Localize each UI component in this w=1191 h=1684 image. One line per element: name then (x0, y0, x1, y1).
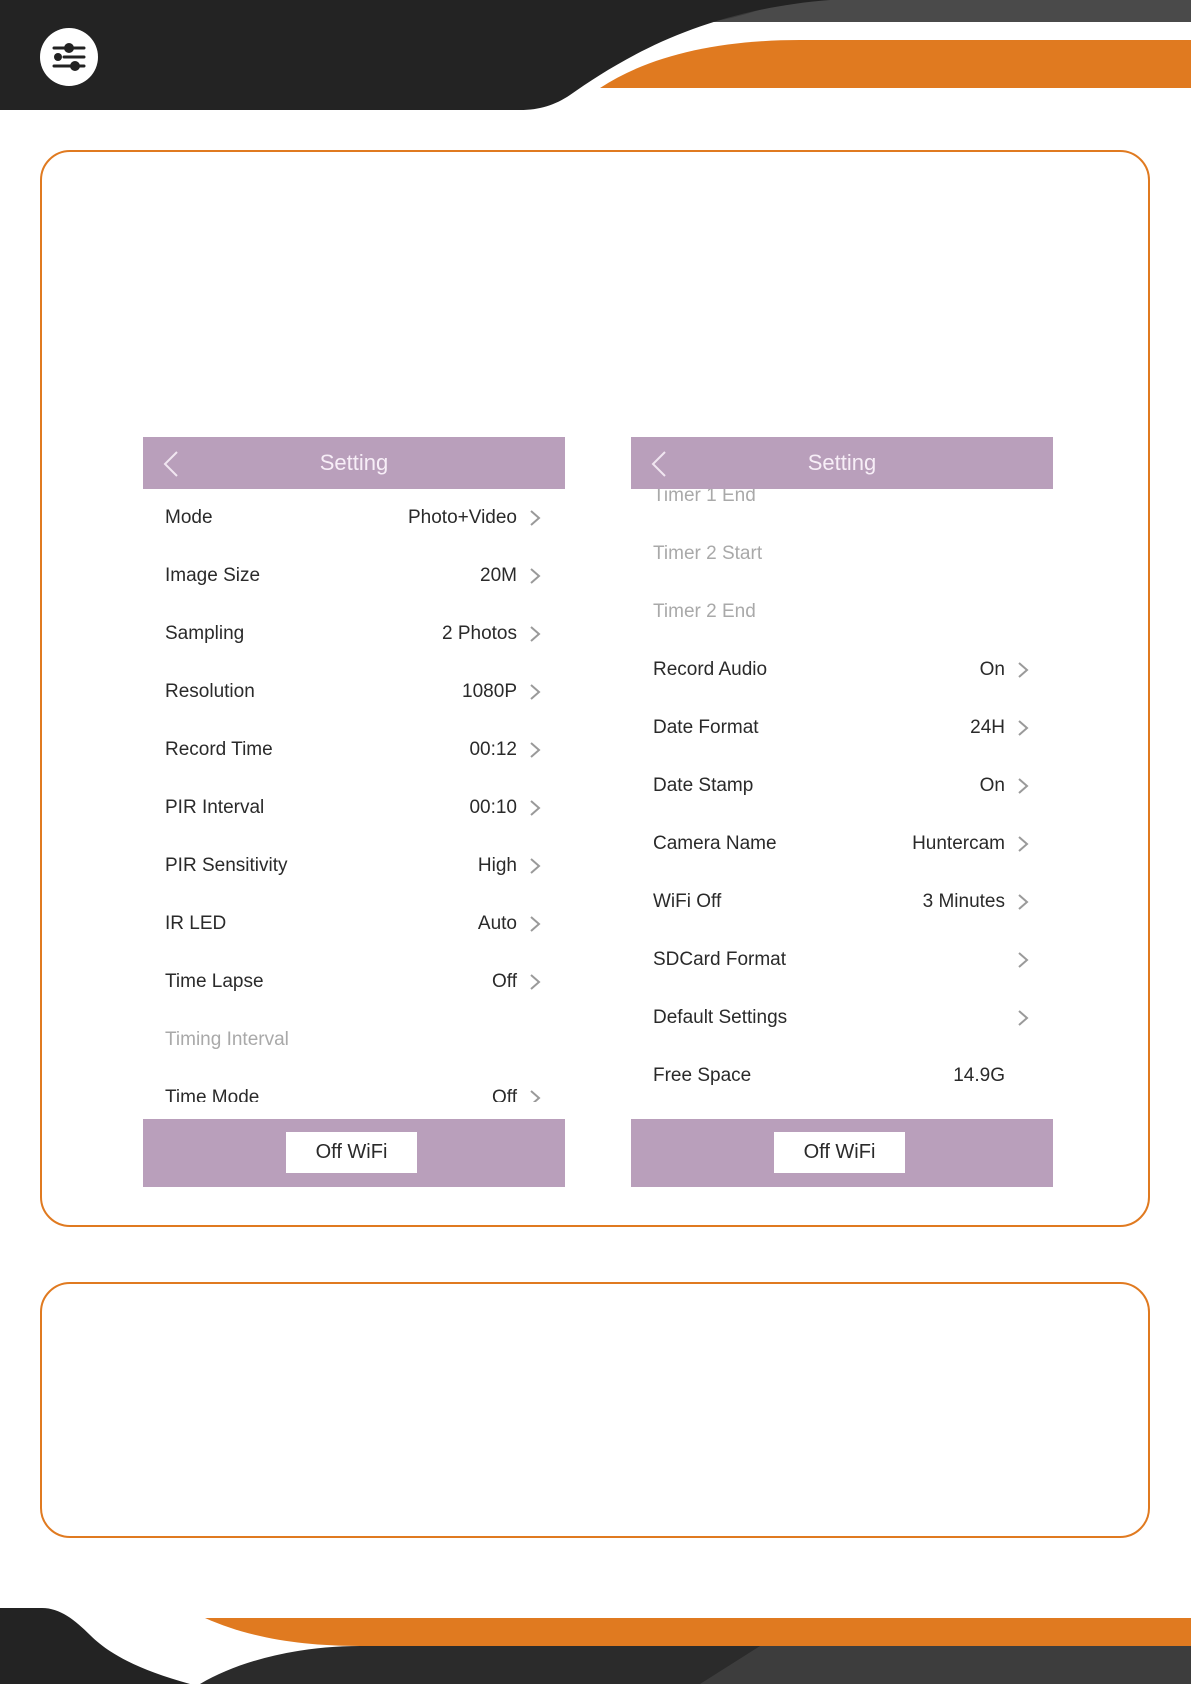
setting-row-resolution[interactable] (143, 663, 565, 721)
off-wifi-button[interactable]: Off WiFi (774, 1132, 905, 1173)
setting-value: 3 Minutes (922, 891, 1005, 912)
app-bar (143, 437, 565, 489)
setting-value: Photo+Video (408, 507, 517, 528)
setting-label: Timing Interval (165, 1029, 289, 1050)
setting-row-ir-led[interactable] (143, 895, 565, 953)
chevron-right-icon (1017, 893, 1029, 911)
setting-value: On (979, 659, 1005, 680)
setting-label: Sampling (165, 623, 245, 644)
chevron-right-icon (529, 741, 541, 759)
screen-title: Setting (807, 450, 877, 475)
setting-row-timing-interval (143, 1011, 565, 1069)
setting-row-mode[interactable] (143, 489, 565, 547)
setting-row-wifi-off[interactable] (631, 873, 1053, 931)
setting-label: Date Stamp (653, 775, 754, 796)
setting-row-pir-interval[interactable] (143, 779, 565, 837)
setting-row-image-size[interactable] (143, 547, 565, 605)
setting-value: Auto (477, 913, 517, 934)
setting-row-record-audio[interactable] (631, 641, 1053, 699)
setting-row-default-settings[interactable] (631, 989, 1053, 1047)
setting-row-sampling[interactable] (143, 605, 565, 663)
off-wifi-button[interactable]: Off WiFi (286, 1132, 417, 1173)
setting-label: Mode (165, 507, 213, 528)
settings-screen-left (143, 437, 565, 1187)
setting-row-free-space (631, 1047, 1053, 1102)
setting-value: 00:12 (469, 739, 517, 760)
setting-label: Image Size (165, 565, 261, 586)
setting-label: Date Format (653, 717, 759, 738)
setting-row-time-mode[interactable] (143, 1069, 565, 1102)
chevron-right-icon (1017, 661, 1029, 679)
chevron-right-icon (529, 567, 541, 585)
setting-value: 20M (480, 565, 517, 586)
setting-label: Record Audio (653, 659, 768, 680)
bottom-bar (143, 1119, 565, 1187)
chevron-right-icon (529, 973, 541, 991)
setting-label: IR LED (165, 913, 227, 934)
setting-label: Default Settings (653, 1007, 788, 1028)
setting-label: Timer 2 End (653, 601, 756, 622)
setting-label: Timer 1 End (653, 489, 756, 506)
setting-value: Off (492, 971, 517, 992)
setting-label: Resolution (165, 681, 255, 702)
setting-label: PIR Sensitivity (165, 855, 288, 876)
header-banner (0, 0, 1191, 120)
setting-row-timer-2-start (631, 525, 1053, 583)
settings-screen-right (631, 437, 1053, 1187)
setting-value: 14.9G (953, 1065, 1005, 1086)
settings-list (631, 489, 1053, 1102)
chevron-right-icon (529, 915, 541, 933)
chevron-right-icon (1017, 719, 1029, 737)
setting-row-record-time[interactable] (143, 721, 565, 779)
setting-row-timer-1-end (631, 489, 1053, 525)
setting-label: SDCard Format (653, 949, 787, 970)
notes-frame (40, 1282, 1150, 1538)
settings-list (143, 489, 565, 1102)
setting-label: PIR Interval (165, 797, 265, 818)
chevron-right-icon (529, 509, 541, 527)
chevron-right-icon (1017, 1009, 1029, 1027)
setting-label: Camera Name (653, 833, 777, 854)
back-arrow-icon[interactable] (645, 449, 675, 479)
setting-label: Free Space (653, 1065, 752, 1086)
chevron-right-icon (1017, 951, 1029, 969)
setting-row-time-lapse[interactable] (143, 953, 565, 1011)
setting-value: 00:10 (469, 797, 517, 818)
chevron-right-icon (529, 1089, 541, 1102)
setting-label: Time Lapse (165, 971, 264, 992)
setting-label: Timer 2 Start (653, 543, 763, 564)
setting-label: Record Time (165, 739, 273, 760)
chevron-right-icon (529, 799, 541, 817)
chevron-right-icon (529, 625, 541, 643)
chevron-right-icon (529, 857, 541, 875)
setting-row-date-format[interactable] (631, 699, 1053, 757)
setting-label: WiFi Off (653, 891, 722, 912)
chevron-right-icon (529, 683, 541, 701)
screen-title: Setting (319, 450, 389, 475)
setting-value: Off (492, 1087, 517, 1102)
setting-row-sdcard-format[interactable] (631, 931, 1053, 989)
setting-label: Time Mode (165, 1087, 260, 1102)
setting-row-camera-name[interactable] (631, 815, 1053, 873)
setting-value: Huntercam (912, 833, 1005, 854)
setting-value: 24H (970, 717, 1005, 738)
setting-value: 2 Photos (442, 623, 517, 644)
chevron-right-icon (1017, 835, 1029, 853)
chevron-right-icon (1017, 777, 1029, 795)
setting-row-timer-2-end (631, 583, 1053, 641)
bottom-bar (631, 1119, 1053, 1187)
settings-sliders-icon (40, 28, 98, 86)
setting-value: On (979, 775, 1005, 796)
setting-value: High (477, 855, 517, 876)
setting-row-pir-sensitivity[interactable] (143, 837, 565, 895)
app-bar (631, 437, 1053, 489)
setting-row-date-stamp[interactable] (631, 757, 1053, 815)
footer-banner (0, 1600, 1191, 1684)
back-arrow-icon[interactable] (157, 449, 187, 479)
setting-value: 1080P (462, 681, 517, 702)
